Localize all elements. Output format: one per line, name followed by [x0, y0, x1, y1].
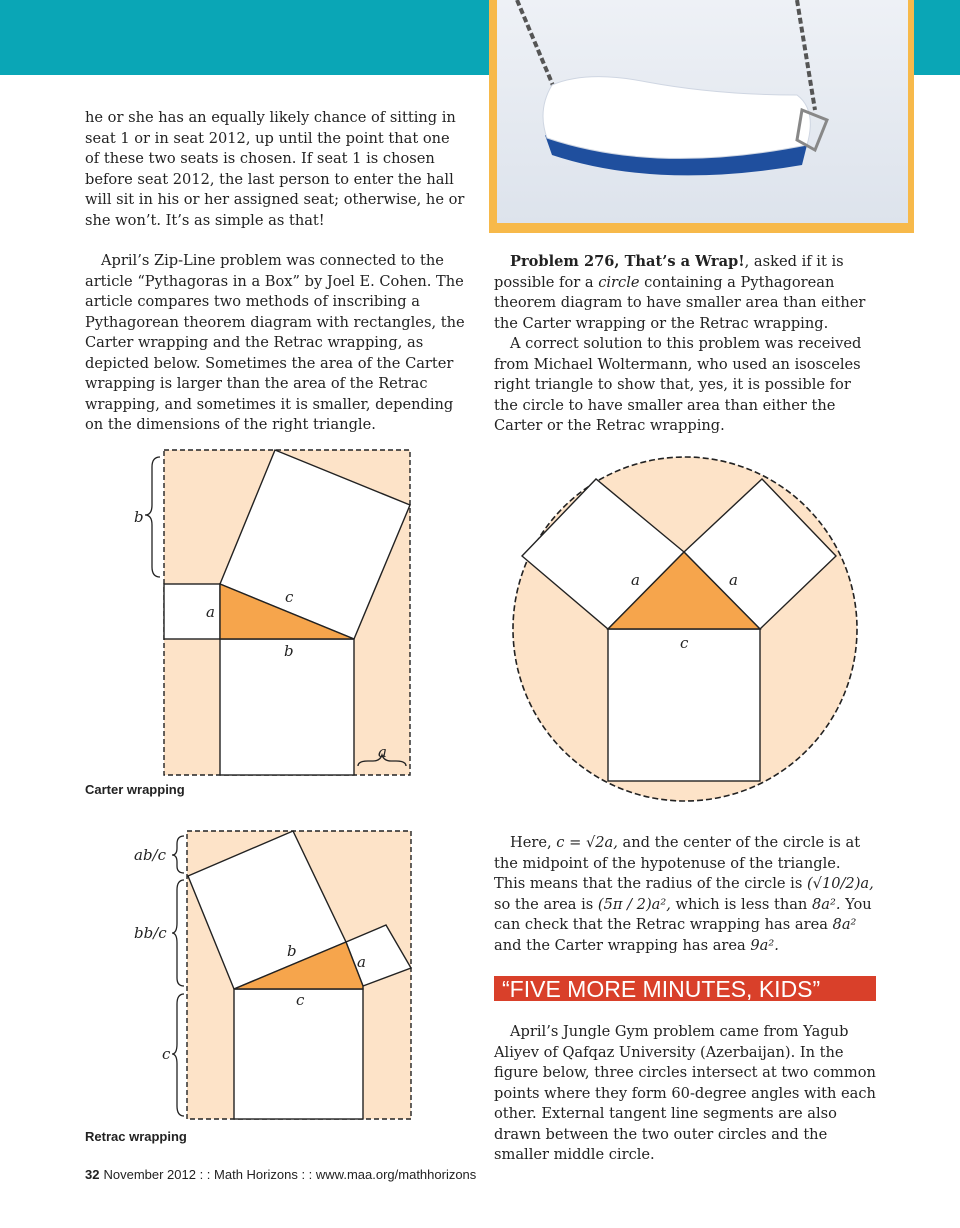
text-span: , asked if it is possible for a [494, 253, 844, 291]
carter-label-b-side: b [134, 508, 144, 526]
left-column [85, 108, 465, 436]
retrac-wrapping-figure [130, 828, 415, 1123]
carter-label-b-bottom: b [284, 642, 294, 660]
circle-label-a-left: a [631, 571, 640, 589]
paragraph-jungle-gym: April’s Jungle Gym problem came from Yagub Aliyev of Qafqaz University (Azerbaijan). In the figure below, three circles intersect at two common points where they form 60-degree angles with each other. External tangent line segments are also drawn between the two outer circles and the smaller middle circle. [494, 1023, 876, 1163]
carter-caption: Carter wrapping [85, 782, 185, 797]
math-expression: 8a² [832, 916, 857, 933]
paragraph-seating: he or she has an equally likely chance of sitting in seat 1 or in seat 2012, up until the point that one of these two seats is chosen. If seat 1 is chosen before seat 2012, the last person to enter the hall will sit in his or her assigned seat; otherwise, he or she won’t. It’s as simple as that! [85, 109, 465, 229]
retrac-brace-bbc [172, 880, 184, 986]
retrac-label-bbc: bb/c [134, 924, 167, 942]
circle-label-a-right: a [729, 571, 738, 589]
math-expression: c = √2a, [556, 834, 618, 851]
carter-brace-b [145, 457, 160, 577]
paragraph-solution-detail [494, 833, 876, 956]
retrac-brace-c [172, 994, 184, 1116]
right-column-middle [494, 833, 876, 956]
text-span: Here, [510, 834, 557, 851]
circle-wrapping-figure [505, 452, 865, 812]
right-column-bottom [494, 1022, 876, 1166]
text-span: and the Carter wrapping has area [494, 936, 751, 954]
carter-label-c: c [285, 588, 294, 606]
problem-title: Problem 276, That’s a Wrap! [510, 253, 745, 270]
paragraph-zip-line: April’s Zip-Line problem was connected to the article “Pythagoras in a Box” by Joel E. Cohen. The article compares two methods of inscribing a Pythagorean theorem diagram with rectangles, the Carter wrapping and the Retrac wrapping, as depicted below. Sometimes the area of the Carter wrapping is larger than the area of the Retrac wrapping, and sometimes it is smaller, depending on the dimensions of the right triangle. [85, 252, 465, 433]
text-span: and the center of the circle is at the midpoint of the hypotenuse of the triangle. This means that the radius of the circle is [494, 834, 861, 892]
math-expression: (5π / 2)a², [597, 895, 671, 913]
math-expression: 9a². [750, 936, 779, 954]
page-number: 32 [85, 1167, 100, 1182]
math-expression: 8a². [811, 895, 841, 913]
carter-wrapping-figure [120, 445, 420, 780]
text-span: containing a Pythagorean theorem diagram to have smaller area than either the Carter wrapping or the Retrac wrapping. [494, 273, 866, 332]
retrac-label-c: c [296, 991, 305, 1009]
text-span: which is less than [670, 895, 812, 913]
section-heading: “FIVE MORE MINUTES, KIDS” [494, 976, 876, 1001]
retrac-caption: Retrac wrapping [85, 1129, 187, 1144]
retrac-label-abc: ab/c [134, 846, 166, 864]
retrac-label-b: b [287, 942, 297, 960]
retrac-brace-abc [172, 836, 184, 873]
right-column-top [494, 252, 876, 437]
page-footer [85, 1167, 476, 1182]
math-expression: (√10/2)a, [806, 875, 874, 892]
text-span: You can check that the Retrac wrapping has area [494, 895, 872, 933]
paragraph-solution: A correct solution to this problem was received from Michael Woltermann, who used an isosceles right triangle to show that, yes, it is possible for the circle to have smaller area than either the Carter or the Retrac wrapping. [494, 335, 862, 434]
paragraph-problem-276 [494, 252, 876, 334]
emphasis-circle: circle [598, 273, 640, 291]
carter-label-a-bottom: a [378, 743, 387, 761]
snowy-swing-photo [497, 0, 908, 223]
footer-text: November 2012 : : Math Horizons : : www.maa.org/mathhorizons [103, 1167, 477, 1182]
carter-label-a: a [206, 603, 215, 621]
circle-label-c: c [680, 634, 689, 652]
text-span: so the area is [494, 895, 598, 913]
retrac-label-c-side: c [162, 1045, 171, 1063]
retrac-label-a: a [357, 953, 366, 971]
